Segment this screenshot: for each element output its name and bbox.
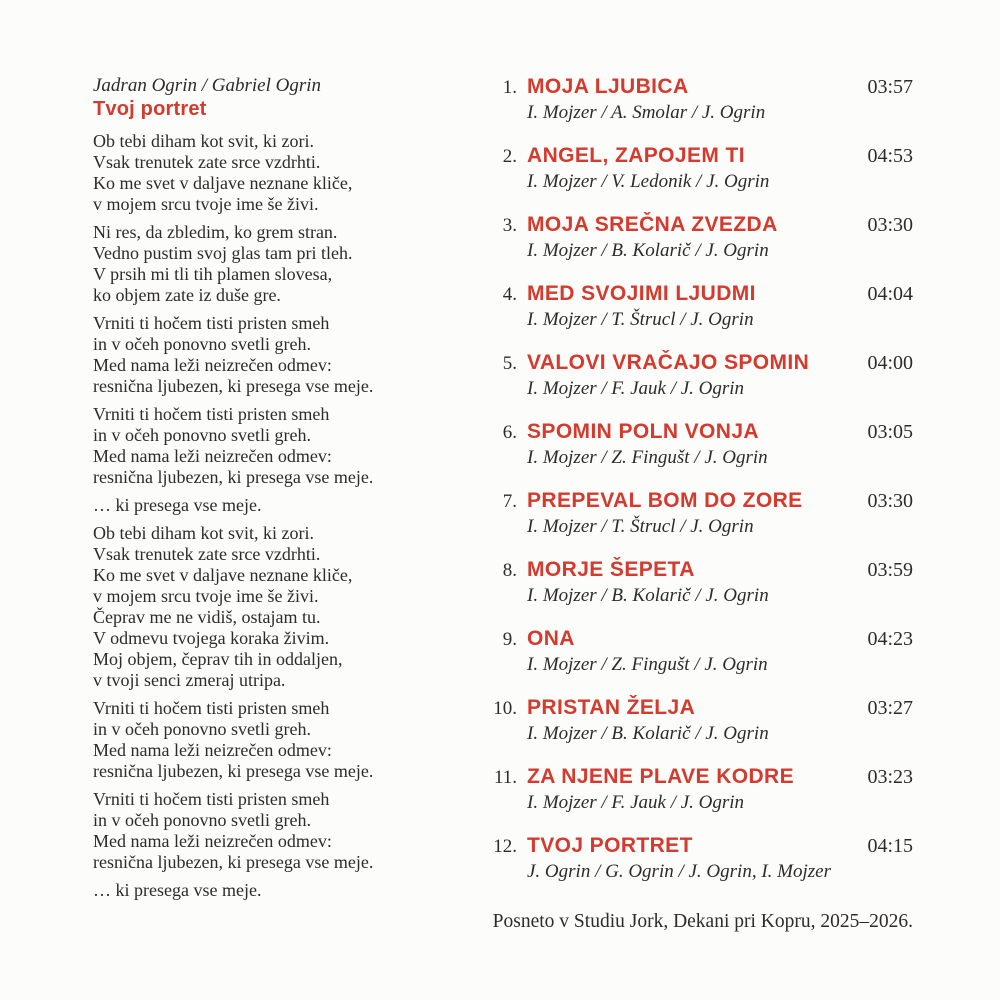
track-title: MORJE ŠEPETA	[527, 558, 695, 581]
lyric-line: Med nama leži neizrečen odmev:	[93, 831, 332, 851]
track-title: ZA NJENE PLAVE KODRE	[527, 765, 795, 788]
track-number: 2.	[502, 146, 517, 167]
track-number: 9.	[502, 629, 517, 650]
lyric-line: Moj objem, čeprav tih in oddaljen,	[93, 649, 343, 669]
track-row	[485, 281, 913, 332]
track-head	[485, 281, 913, 307]
track-credits: I. Mojzer / F. Jauk / J. Ogrin	[527, 792, 745, 813]
lyric-line: V prsih mi tli tih plamen slovesa,	[93, 264, 333, 284]
lyrics-stanza-7	[93, 698, 463, 782]
lyrics-stanza-9	[93, 880, 463, 901]
track-duration: 03:57	[867, 76, 913, 98]
track-credits: I. Mojzer / B. Kolarič / J. Ogrin	[527, 585, 769, 606]
lyric-line: v mojem srcu tvoje ime še živi.	[93, 586, 319, 606]
track-row	[485, 488, 913, 539]
lyric-line: Med nama leži neizrečen odmev:	[93, 355, 332, 375]
lyrics-stanza-5	[93, 495, 463, 516]
track-head	[485, 557, 913, 583]
track-head	[485, 626, 913, 652]
lyric-line: Vedno pustim svoj glas tam pri tleh.	[93, 243, 353, 263]
track-number: 1.	[502, 77, 517, 98]
lyric-line: v tvoji senci zmeraj utripa.	[93, 670, 286, 690]
track-credits: I. Mojzer / Z. Fingušt / J. Ogrin	[527, 654, 768, 675]
lyric-line: in v očeh ponovno svetli greh.	[93, 425, 311, 445]
lyric-line: Ob tebi diham kot svit, ki zori.	[93, 131, 314, 151]
lyric-line: Vrniti ti hočem tisti pristen smeh	[93, 404, 330, 424]
lyric-line: in v očeh ponovno svetli greh.	[93, 810, 311, 830]
track-number: 10.	[493, 698, 517, 719]
track-credits: I. Mojzer / Z. Fingušt / J. Ogrin	[527, 447, 768, 468]
lyric-line: Vsak trenutek zate srce vzdrhti.	[93, 544, 321, 564]
track-number: 6.	[502, 422, 517, 443]
track-duration: 04:53	[867, 145, 913, 167]
track-credits: I. Mojzer / F. Jauk / J. Ogrin	[527, 378, 745, 399]
lyric-line: v mojem srcu tvoje ime še živi.	[93, 194, 319, 214]
track-duration: 04:04	[867, 283, 913, 305]
track-row	[485, 626, 913, 677]
track-title: PREPEVAL BOM DO ZORE	[527, 489, 803, 512]
track-row	[485, 74, 913, 125]
track-row	[485, 557, 913, 608]
track-title: MOJA SREČNA ZVEZDA	[527, 213, 778, 236]
track-number: 5.	[502, 353, 517, 374]
lyric-line: … ki presega vse meje.	[93, 495, 262, 515]
track-duration: 03:05	[867, 421, 913, 443]
lyric-line: resnična ljubezen, ki presega vse meje.	[93, 376, 374, 396]
track-credits: I. Mojzer / V. Ledonik / J. Ogrin	[527, 171, 770, 192]
lyric-line: Čeprav me ne vidiš, ostajam tu.	[93, 607, 321, 627]
track-duration: 04:23	[867, 628, 913, 650]
track-duration: 03:23	[867, 766, 913, 788]
track-number: 4.	[502, 284, 517, 305]
track-head	[485, 143, 913, 169]
track-head	[485, 74, 913, 100]
track-credits: I. Mojzer / B. Kolarič / J. Ogrin	[527, 240, 769, 261]
track-title: MOJA LJUBICA	[527, 75, 689, 98]
lyrics-stanza-6	[93, 523, 463, 691]
track-duration: 04:15	[867, 835, 913, 857]
track-title: PRISTAN ŽELJA	[527, 696, 696, 719]
track-row	[485, 419, 913, 470]
track-head	[485, 695, 913, 721]
track-credits: I. Mojzer / A. Smolar / J. Ogrin	[527, 102, 766, 123]
lyric-line: V odmevu tvojega koraka živim.	[93, 628, 330, 648]
track-row	[485, 350, 913, 401]
track-duration: 03:30	[867, 214, 913, 236]
track-title: TVOJ PORTRET	[527, 834, 693, 857]
track-title: VALOVI VRAČAJO SPOMIN	[527, 351, 810, 374]
lyric-line: in v očeh ponovno svetli greh.	[93, 334, 311, 354]
track-row	[485, 764, 913, 815]
song-attribution: Jadran Ogrin / Gabriel Ogrin	[93, 75, 321, 96]
lyric-line: Ko me svet v daljave neznane kliče,	[93, 565, 353, 585]
track-duration: 03:59	[867, 559, 913, 581]
lyric-line: in v očeh ponovno svetli greh.	[93, 719, 311, 739]
track-row	[485, 143, 913, 194]
track-head	[485, 212, 913, 238]
track-duration: 03:27	[867, 697, 913, 719]
track-duration: 03:30	[867, 490, 913, 512]
lyric-line: Ni res, da zbledim, ko grem stran.	[93, 222, 338, 242]
track-row	[485, 695, 913, 746]
track-credits: I. Mojzer / B. Kolarič / J. Ogrin	[527, 723, 769, 744]
lyrics-stanza-4	[93, 404, 463, 488]
track-row	[485, 833, 913, 884]
track-number: 3.	[502, 215, 517, 236]
lyric-line: Ob tebi diham kot svit, ki zori.	[93, 523, 314, 543]
track-number: 12.	[493, 836, 517, 857]
track-head	[485, 764, 913, 790]
lyric-line: Vrniti ti hočem tisti pristen smeh	[93, 313, 330, 333]
lyrics-stanza-2	[93, 222, 463, 306]
track-row	[485, 212, 913, 263]
track-number: 11.	[493, 767, 517, 788]
lyric-line: ko objem zate iz duše gre.	[93, 285, 281, 305]
song-title-heading: Tvoj portret	[93, 98, 207, 120]
track-head	[485, 488, 913, 514]
lyric-line: resnična ljubezen, ki presega vse meje.	[93, 467, 374, 487]
lyric-line: resnična ljubezen, ki presega vse meje.	[93, 852, 374, 872]
recording-credit: Posneto v Studiu Jork, Dekani pri Kopru, 2025–2026.	[492, 911, 913, 932]
track-title: ANGEL, ZAPOJEM TI	[527, 144, 745, 167]
lyric-line: … ki presega vse meje.	[93, 880, 262, 900]
lyric-line: Vrniti ti hočem tisti pristen smeh	[93, 698, 330, 718]
lyrics-stanza-1	[93, 131, 463, 215]
track-title: ONA	[527, 627, 575, 650]
track-credits: I. Mojzer / T. Štrucl / J. Ogrin	[527, 516, 754, 537]
lyrics-stanza-8	[93, 789, 463, 873]
track-number: 8.	[502, 560, 517, 581]
lyric-line: Vsak trenutek zate srce vzdrhti.	[93, 152, 321, 172]
track-head	[485, 350, 913, 376]
track-title: MED SVOJIMI LJUDMI	[527, 282, 756, 305]
lyric-line: Med nama leži neizrečen odmev:	[93, 740, 332, 760]
track-number: 7.	[502, 491, 517, 512]
track-duration: 04:00	[867, 352, 913, 374]
lyric-line: Ko me svet v daljave neznane kliče,	[93, 173, 353, 193]
lyrics-panel	[93, 74, 463, 908]
track-title: SPOMIN POLN VONJA	[527, 420, 759, 443]
lyrics-stanza-3	[93, 313, 463, 397]
track-head	[485, 833, 913, 859]
lyric-line: resnična ljubezen, ki presega vse meje.	[93, 761, 374, 781]
tracklist-panel	[485, 74, 913, 934]
lyric-line: Med nama leži neizrečen odmev:	[93, 446, 332, 466]
track-credits: I. Mojzer / T. Štrucl / J. Ogrin	[527, 309, 754, 330]
track-head	[485, 419, 913, 445]
lyric-line: Vrniti ti hočem tisti pristen smeh	[93, 789, 330, 809]
track-credits: J. Ogrin / G. Ogrin / J. Ogrin, I. Mojzer	[527, 861, 831, 882]
